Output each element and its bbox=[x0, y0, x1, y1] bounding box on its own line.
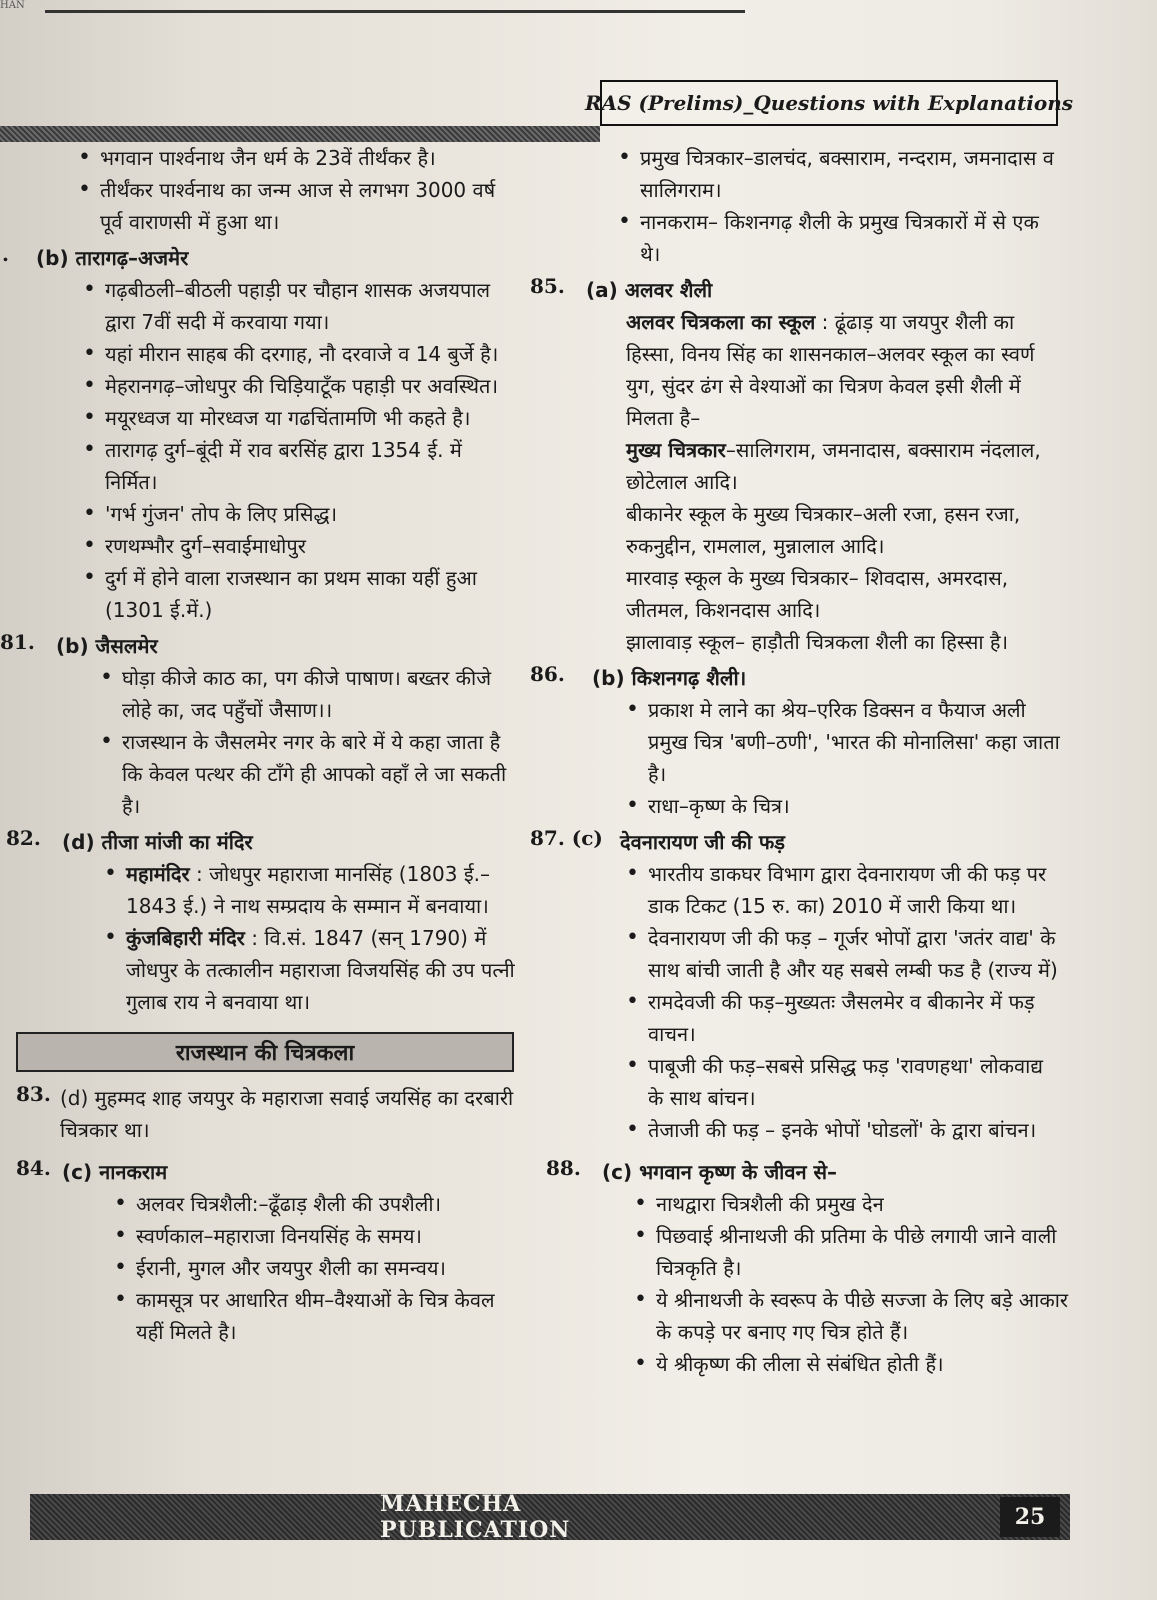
q82-bullets bbox=[126, 858, 518, 1018]
q87-bullets bbox=[648, 858, 1060, 1146]
question-answer: (d) तीजा मांजी का मंदिर bbox=[62, 830, 253, 854]
q85-paragraphs bbox=[626, 306, 1056, 658]
q84-bullets bbox=[136, 1188, 520, 1348]
list-item: • प्रमुख चित्रकार–डालचंद, बक्साराम, नन्दराम, जमनादास व सालिगराम। bbox=[640, 142, 1060, 206]
list-item: • घोड़ा कीजे काठ का, पग कीजे पाषाण। बख्तर कीजे लोहे का, जद पहुँचों जैसाण।। bbox=[122, 662, 514, 726]
question-87 bbox=[530, 826, 1070, 1146]
list-item: • ईरानी, मुगल और जयपुर शैली का समन्वय। bbox=[136, 1252, 520, 1284]
list-item: • तीर्थंकर पार्श्वनाथ का जन्म आज से लगभग 3000 वर्ष पूर्व वाराणसी में हुआ था। bbox=[100, 174, 505, 238]
top-rule bbox=[45, 10, 745, 13]
paragraph-text: : ढूंढाड़ या जयपुर शैली का हिस्सा, विनय सिंह का शासनकाल–अलवर स्कूल का स्वर्ण युग, सुंदर ढंग से वेश्याओं का चित्रण केवल इसी शैली में मिलता है– bbox=[626, 310, 1035, 430]
list-item: • रामदेवजी की फड़–मुख्यतः जैसलमेर व बीकानेर में फड़ वाचन। bbox=[648, 986, 1060, 1050]
list-item: • 'गर्भ गुंजन' तोप के लिए प्रसिद्ध। bbox=[105, 498, 505, 530]
question-number: 88. bbox=[546, 1156, 581, 1180]
question-answer: (c) भगवान कृष्ण के जीवन से– bbox=[602, 1160, 838, 1184]
list-item: • कामसूत्र पर आधारित थीम–वैश्याओं के चित्र केवल यहीं मिलते है। bbox=[136, 1284, 520, 1348]
question-number: 84. bbox=[16, 1156, 51, 1180]
bullet-text: : जोधपुर महाराजा मानसिंह (1803 ई.–1843 ई.) ने नाथ सम्प्रदाय के सम्मान में बनवाया। bbox=[126, 862, 491, 918]
list-item: • तारागढ़ दुर्ग–बूंदी में राव बरसिंह द्वारा 1354 ई. में निर्मित। bbox=[105, 434, 505, 498]
page-number: 25 bbox=[1000, 1497, 1060, 1537]
list-item: • नाथद्वारा चित्रशैली की प्रमुख देन bbox=[656, 1188, 1076, 1220]
question-number: 85. bbox=[530, 274, 565, 298]
question-answer: (c) नानकराम bbox=[62, 1160, 168, 1184]
list-item: • पिछवाई श्रीनाथजी की प्रतिमा के पीछे लगायी जाने वाली चित्रकृति है। bbox=[656, 1220, 1076, 1284]
right-column bbox=[530, 142, 1070, 1380]
question-88 bbox=[530, 1156, 1070, 1380]
list-item: • यहां मीरान साहब की दरगाह, नौ दरवाजे व 14 बुर्जे है। bbox=[105, 338, 505, 370]
bullet-text: : वि.सं. 1847 (सन् 1790) में जोधपुर के तत्कालीन महाराजा विजयसिंह की उप पत्नी गुलाब राय ने बनवाया था। bbox=[126, 926, 515, 1014]
question-81 bbox=[0, 630, 520, 822]
bold-term: मुख्य चित्रकार bbox=[626, 438, 726, 462]
list-item: • स्वर्णकाल–महाराजा विनयसिंह के समय। bbox=[136, 1220, 520, 1252]
question-number: . bbox=[2, 242, 9, 266]
paragraph: मारवाड़ स्कूल के मुख्य चित्रकार– शिवदास, अमरदास, जीतमल, किशनदास आदि। bbox=[626, 566, 1009, 622]
paragraph bbox=[626, 434, 1056, 498]
publisher-name: MAHECHA PUBLICATION bbox=[380, 1491, 571, 1543]
section-title: राजस्थान की चित्रकला bbox=[16, 1032, 514, 1072]
question-number: 82. bbox=[6, 826, 41, 850]
list-item: • देवनारायण जी की फड़ – गूर्जर भोपों द्वारा 'जतंर वाद्य' के साथ बांची जाती है और यह सबसे लम्बी फड है (राज्य में) bbox=[648, 922, 1060, 986]
header-title: RAS (Prelims)_Questions with Explanations bbox=[600, 80, 1058, 126]
question-number: 87. (c) bbox=[530, 826, 603, 850]
corner-text: HAN bbox=[0, 0, 25, 11]
question-answer: देवनारायण जी की फड़ bbox=[620, 830, 786, 854]
list-item: • भगवान पार्श्वनाथ जैन धर्म के 23वें तीर्थंकर है। bbox=[100, 142, 505, 174]
list-item: • प्रकाश मे लाने का श्रेय–एरिक डिक्सन व फैयाज अली प्रमुख चित्र 'बणी–ठणी', 'भारत की मोनालिसा' कहा जाता है। bbox=[648, 694, 1060, 790]
question-83 bbox=[0, 1082, 520, 1146]
list-item: • ये श्रीकृष्ण की लीला से संबंधित होती हैं। bbox=[656, 1348, 1076, 1380]
bold-term: महामंदिर bbox=[126, 862, 190, 886]
header-band bbox=[0, 126, 600, 142]
question-answer: (a) अलवर शैली bbox=[586, 278, 713, 302]
list-item: • गढ़बीठली–बीठली पहाड़ी पर चौहान शासक अजयपाल द्वारा 7वीं सदी में करवाया गया। bbox=[105, 274, 505, 338]
question-answer: (b) तारागढ़–अजमेर bbox=[36, 246, 189, 270]
right-top-bullets bbox=[640, 142, 1060, 270]
question-answer: (b) जैसलमेर bbox=[56, 634, 158, 658]
question-answer: (d) मुहम्मद शाह जयपुर के महाराजा सवाई जयसिंह का दरबारी चित्रकार था। bbox=[60, 1086, 514, 1142]
list-item: • भारतीय डाकघर विभाग द्वारा देवनारायण जी की फड़ पर डाक टिकट (15 रु. का) 2010 में जारी किया था। bbox=[648, 858, 1060, 922]
paragraph: झालावाड़ स्कूल– हाड़ौती चित्रकला शैली का हिस्सा है। bbox=[626, 630, 1009, 654]
paragraph: बीकानेर स्कूल के मुख्य चित्रकार–अली रजा, हसन रजा, रुकनुद्दीन, रामलाल, मुन्नालाल आदि। bbox=[626, 502, 1021, 558]
paragraph-text: –सालिगराम, जमनादास, बक्साराम नंदलाल, छोटेलाल आदि। bbox=[626, 438, 1041, 494]
question-number: 86. bbox=[530, 662, 565, 686]
list-item: • राधा–कृष्ण के चित्र। bbox=[648, 790, 1060, 822]
list-item: • मेहरानगढ़–जोधपुर की चिड़ियाटूँक पहाड़ी पर अवस्थित। bbox=[105, 370, 505, 402]
bold-term: कुंजबिहारी मंदिर bbox=[126, 926, 245, 950]
question-80 bbox=[0, 242, 520, 626]
paragraph bbox=[626, 306, 1056, 434]
q80-bullets bbox=[105, 274, 505, 626]
question-number: 81. bbox=[0, 630, 35, 654]
list-item: • ये श्रीनाथजी के स्वरूप के पीछे सज्जा के लिए बड़े आकार के कपड़े पर बनाए गए चित्र होते हैं। bbox=[656, 1284, 1076, 1348]
question-82 bbox=[0, 826, 520, 1018]
list-item: • नानकराम– किशनगढ़ शैली के प्रमुख चित्रकारों में से एक थे। bbox=[640, 206, 1060, 270]
question-84 bbox=[0, 1156, 520, 1348]
question-85 bbox=[530, 274, 1070, 658]
list-item: • रणथम्भौर दुर्ग–सवाईमाधोपुर bbox=[105, 530, 505, 562]
list-item: • दुर्ग में होने वाला राजस्थान का प्रथम साका यहीं हुआ (1301 ई.में.) bbox=[105, 562, 505, 626]
list-item: • पाबूजी की फड़–सबसे प्रसिद्ध फड़ 'रावणहथा' लोकवाद्य के साथ बांचन। bbox=[648, 1050, 1060, 1114]
list-item: • राजस्थान के जैसलमेर नगर के बारे में ये कहा जाता है कि केवल पत्थर की टाँगे ही आपको वहाँ ले जा सकती है। bbox=[122, 726, 514, 822]
list-item: • अलवर चित्रशैली:–ढूँढाड़ शैली की उपशैली। bbox=[136, 1188, 520, 1220]
q88-bullets bbox=[656, 1188, 1076, 1380]
question-answer: (b) किशनगढ़ शैली। bbox=[592, 666, 747, 690]
left-top-bullets bbox=[100, 142, 505, 238]
question-86 bbox=[530, 662, 1070, 822]
left-column bbox=[0, 142, 520, 1348]
q81-bullets bbox=[122, 662, 514, 822]
bold-term: अलवर चित्रकला का स्कूल bbox=[626, 310, 816, 334]
list-item: • तेजाजी की फड़ – इनके भोपों 'घोडलों' के द्वारा बांचन। bbox=[648, 1114, 1060, 1146]
list-item: • मयूरध्वज या मोरध्वज या गढचिंतामणि भी कहते है। bbox=[105, 402, 505, 434]
question-number: 83. bbox=[16, 1082, 51, 1106]
q86-bullets bbox=[648, 694, 1060, 822]
list-item bbox=[126, 858, 518, 922]
list-item bbox=[126, 922, 518, 1018]
